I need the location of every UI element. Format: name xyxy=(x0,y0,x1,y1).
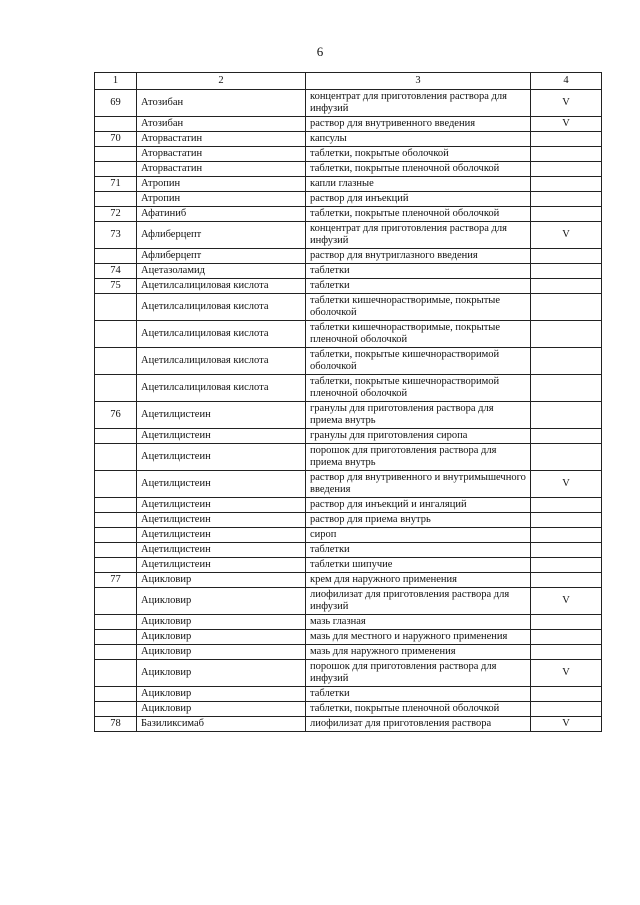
table-row xyxy=(95,543,602,558)
row-number-cell xyxy=(95,429,137,444)
drug-name-cell: Афатиниб xyxy=(137,207,306,222)
drug-name-cell: Атропин xyxy=(137,177,306,192)
drug-name-cell: Базиликсимаб xyxy=(137,717,306,732)
mark-cell xyxy=(531,279,602,294)
row-number-cell xyxy=(95,498,137,513)
table-row xyxy=(95,498,602,513)
table-row xyxy=(95,132,602,147)
dosage-form-cell: лиофилизат для приготовления раствора для инфузий xyxy=(306,588,531,615)
table-row xyxy=(95,177,602,192)
mark-cell xyxy=(531,375,602,402)
mark-cell xyxy=(531,513,602,528)
row-number-cell xyxy=(95,558,137,573)
mark-cell xyxy=(531,294,602,321)
table-row xyxy=(95,249,602,264)
header-cell-2: 2 xyxy=(137,73,306,90)
dosage-form-cell: раствор для внутриглазного введения xyxy=(306,249,531,264)
table-row xyxy=(95,147,602,162)
row-number-cell xyxy=(95,249,137,264)
header-row xyxy=(95,73,602,90)
dosage-form-cell: таблетки кишечнорастворимые, покрытые пленочной оболочкой xyxy=(306,321,531,348)
dosage-form-cell: порошок для приготовления раствора для приема внутрь xyxy=(306,444,531,471)
dosage-form-cell: капсулы xyxy=(306,132,531,147)
dosage-form-cell: раствор для инъекций xyxy=(306,192,531,207)
row-number-cell xyxy=(95,162,137,177)
dosage-form-cell: таблетки, покрытые кишечнорастворимой оболочкой xyxy=(306,348,531,375)
mark-cell: V xyxy=(531,588,602,615)
table-row xyxy=(95,588,602,615)
table-row xyxy=(95,513,602,528)
row-number-cell xyxy=(95,528,137,543)
table-row xyxy=(95,162,602,177)
drug-name-cell: Ацетилцистеин xyxy=(137,429,306,444)
table-row xyxy=(95,348,602,375)
drug-name-cell: Афлиберцепт xyxy=(137,222,306,249)
drug-name-cell: Ацетилцистеин xyxy=(137,471,306,498)
row-number-cell xyxy=(95,294,137,321)
mark-cell: V xyxy=(531,90,602,117)
table-row xyxy=(95,207,602,222)
mark-cell xyxy=(531,429,602,444)
mark-cell xyxy=(531,573,602,588)
table-row xyxy=(95,528,602,543)
mark-cell: V xyxy=(531,717,602,732)
drug-name-cell: Аторвастатин xyxy=(137,162,306,177)
dosage-form-cell: таблетки, покрытые кишечнорастворимой пленочной оболочкой xyxy=(306,375,531,402)
table-row xyxy=(95,558,602,573)
dosage-form-cell: таблетки кишечнорастворимые, покрытые оболочкой xyxy=(306,294,531,321)
drug-name-cell: Ацетазоламид xyxy=(137,264,306,279)
row-number-cell: 77 xyxy=(95,573,137,588)
page-number: 6 xyxy=(316,44,324,59)
table-row xyxy=(95,444,602,471)
row-number-cell xyxy=(95,687,137,702)
dosage-form-cell: концентрат для приготовления раствора для инфузий xyxy=(306,90,531,117)
dosage-form-cell: крем для наружного применения xyxy=(306,573,531,588)
row-number-cell xyxy=(95,321,137,348)
table-row xyxy=(95,471,602,498)
mark-cell xyxy=(531,348,602,375)
table-row xyxy=(95,687,602,702)
drug-name-cell: Ацикловир xyxy=(137,687,306,702)
row-number-cell: 74 xyxy=(95,264,137,279)
row-number-cell: 69 xyxy=(95,90,137,117)
drug-name-cell: Ацетилцистеин xyxy=(137,444,306,471)
row-number-cell xyxy=(95,645,137,660)
dosage-form-cell: раствор для внутривенного и внутримышечного введения xyxy=(306,471,531,498)
row-number-cell: 78 xyxy=(95,717,137,732)
row-number-cell xyxy=(95,588,137,615)
dosage-form-cell: сироп xyxy=(306,528,531,543)
row-number-cell: 76 xyxy=(95,402,137,429)
row-number-cell xyxy=(95,543,137,558)
table-row xyxy=(95,321,602,348)
dosage-form-cell: таблетки xyxy=(306,687,531,702)
drug-name-cell: Ацетилцистеин xyxy=(137,558,306,573)
mark-cell xyxy=(531,615,602,630)
dosage-form-cell: таблетки xyxy=(306,264,531,279)
dosage-form-cell: таблетки xyxy=(306,543,531,558)
dosage-form-cell: мазь для местного и наружного применения xyxy=(306,630,531,645)
mark-cell xyxy=(531,249,602,264)
row-number-cell xyxy=(95,375,137,402)
row-number-cell: 70 xyxy=(95,132,137,147)
row-number-cell xyxy=(95,630,137,645)
row-number-cell xyxy=(95,192,137,207)
mark-cell: V xyxy=(531,117,602,132)
table-row xyxy=(95,615,602,630)
drug-name-cell: Атропин xyxy=(137,192,306,207)
dosage-form-cell: концентрат для приготовления раствора для инфузий xyxy=(306,222,531,249)
table-row xyxy=(95,630,602,645)
drug-name-cell: Атозибан xyxy=(137,90,306,117)
drug-name-cell: Ацикловир xyxy=(137,573,306,588)
table-row xyxy=(95,222,602,249)
row-number-cell: 75 xyxy=(95,279,137,294)
drug-name-cell: Ацетилсалициловая кислота xyxy=(137,321,306,348)
drug-name-cell: Атозибан xyxy=(137,117,306,132)
drug-name-cell: Ацетилсалициловая кислота xyxy=(137,294,306,321)
row-number-cell xyxy=(95,660,137,687)
table-row xyxy=(95,429,602,444)
dosage-form-cell: мазь глазная xyxy=(306,615,531,630)
mark-cell xyxy=(531,402,602,429)
drug-name-cell: Ацикловир xyxy=(137,645,306,660)
dosage-form-cell: капли глазные xyxy=(306,177,531,192)
mark-cell xyxy=(531,132,602,147)
mark-cell xyxy=(531,192,602,207)
header-cell-1: 1 xyxy=(95,73,137,90)
dosage-form-cell: порошок для приготовления раствора для инфузий xyxy=(306,660,531,687)
drug-name-cell: Ацетилсалициловая кислота xyxy=(137,348,306,375)
row-number-cell xyxy=(95,702,137,717)
table-row xyxy=(95,117,602,132)
table-row xyxy=(95,573,602,588)
table-row xyxy=(95,402,602,429)
mark-cell: V xyxy=(531,471,602,498)
mark-cell xyxy=(531,543,602,558)
mark-cell: V xyxy=(531,660,602,687)
row-number-cell: 73 xyxy=(95,222,137,249)
table-row xyxy=(95,264,602,279)
drug-name-cell: Ацетилцистеин xyxy=(137,543,306,558)
dosage-form-cell: гранулы для приготовления сиропа xyxy=(306,429,531,444)
drug-table xyxy=(94,72,602,732)
dosage-form-cell: таблетки, покрытые оболочкой xyxy=(306,147,531,162)
table-row xyxy=(95,375,602,402)
mark-cell xyxy=(531,702,602,717)
drug-table-body xyxy=(95,73,602,732)
dosage-form-cell: гранулы для приготовления раствора для приема внутрь xyxy=(306,402,531,429)
mark-cell xyxy=(531,645,602,660)
table-row xyxy=(95,645,602,660)
drug-name-cell: Ацетилсалициловая кислота xyxy=(137,279,306,294)
row-number-cell: 71 xyxy=(95,177,137,192)
dosage-form-cell: лиофилизат для приготовления раствора xyxy=(306,717,531,732)
dosage-form-cell: мазь для наружного применения xyxy=(306,645,531,660)
row-number-cell xyxy=(95,117,137,132)
mark-cell xyxy=(531,558,602,573)
mark-cell xyxy=(531,147,602,162)
drug-name-cell: Аторвастатин xyxy=(137,147,306,162)
row-number-cell xyxy=(95,147,137,162)
dosage-form-cell: раствор для внутривенного введения xyxy=(306,117,531,132)
drug-name-cell: Ацикловир xyxy=(137,702,306,717)
dosage-form-cell: раствор для инъекций и ингаляций xyxy=(306,498,531,513)
dosage-form-cell: таблетки xyxy=(306,279,531,294)
dosage-form-cell: таблетки, покрытые пленочной оболочкой xyxy=(306,162,531,177)
drug-name-cell: Ацикловир xyxy=(137,588,306,615)
table-row xyxy=(95,660,602,687)
drug-name-cell: Ацетилцистеин xyxy=(137,498,306,513)
mark-cell xyxy=(531,264,602,279)
drug-name-cell: Афлиберцепт xyxy=(137,249,306,264)
row-number-cell: 72 xyxy=(95,207,137,222)
table-row xyxy=(95,294,602,321)
drug-name-cell: Ацетилцистеин xyxy=(137,513,306,528)
row-number-cell xyxy=(95,513,137,528)
mark-cell xyxy=(531,528,602,543)
mark-cell xyxy=(531,321,602,348)
dosage-form-cell: раствор для приема внутрь xyxy=(306,513,531,528)
drug-name-cell: Ацикловир xyxy=(137,660,306,687)
table-row xyxy=(95,90,602,117)
row-number-cell xyxy=(95,615,137,630)
table-row xyxy=(95,192,602,207)
mark-cell xyxy=(531,162,602,177)
table-row xyxy=(95,279,602,294)
drug-name-cell: Аторвастатин xyxy=(137,132,306,147)
header-cell-4: 4 xyxy=(531,73,602,90)
dosage-form-cell: таблетки шипучие xyxy=(306,558,531,573)
mark-cell xyxy=(531,177,602,192)
header-cell-3: 3 xyxy=(306,73,531,90)
mark-cell xyxy=(531,687,602,702)
row-number-cell xyxy=(95,348,137,375)
drug-name-cell: Ацетилцистеин xyxy=(137,528,306,543)
drug-name-cell: Ацикловир xyxy=(137,615,306,630)
dosage-form-cell: таблетки, покрытые пленочной оболочкой xyxy=(306,702,531,717)
drug-name-cell: Ацетилцистеин xyxy=(137,402,306,429)
table-row xyxy=(95,702,602,717)
dosage-form-cell: таблетки, покрытые пленочной оболочкой xyxy=(306,207,531,222)
mark-cell: V xyxy=(531,222,602,249)
row-number-cell xyxy=(95,471,137,498)
mark-cell xyxy=(531,498,602,513)
table-row xyxy=(95,717,602,732)
drug-name-cell: Ацикловир xyxy=(137,630,306,645)
drug-name-cell: Ацетилсалициловая кислота xyxy=(137,375,306,402)
row-number-cell xyxy=(95,444,137,471)
mark-cell xyxy=(531,207,602,222)
mark-cell xyxy=(531,630,602,645)
mark-cell xyxy=(531,444,602,471)
